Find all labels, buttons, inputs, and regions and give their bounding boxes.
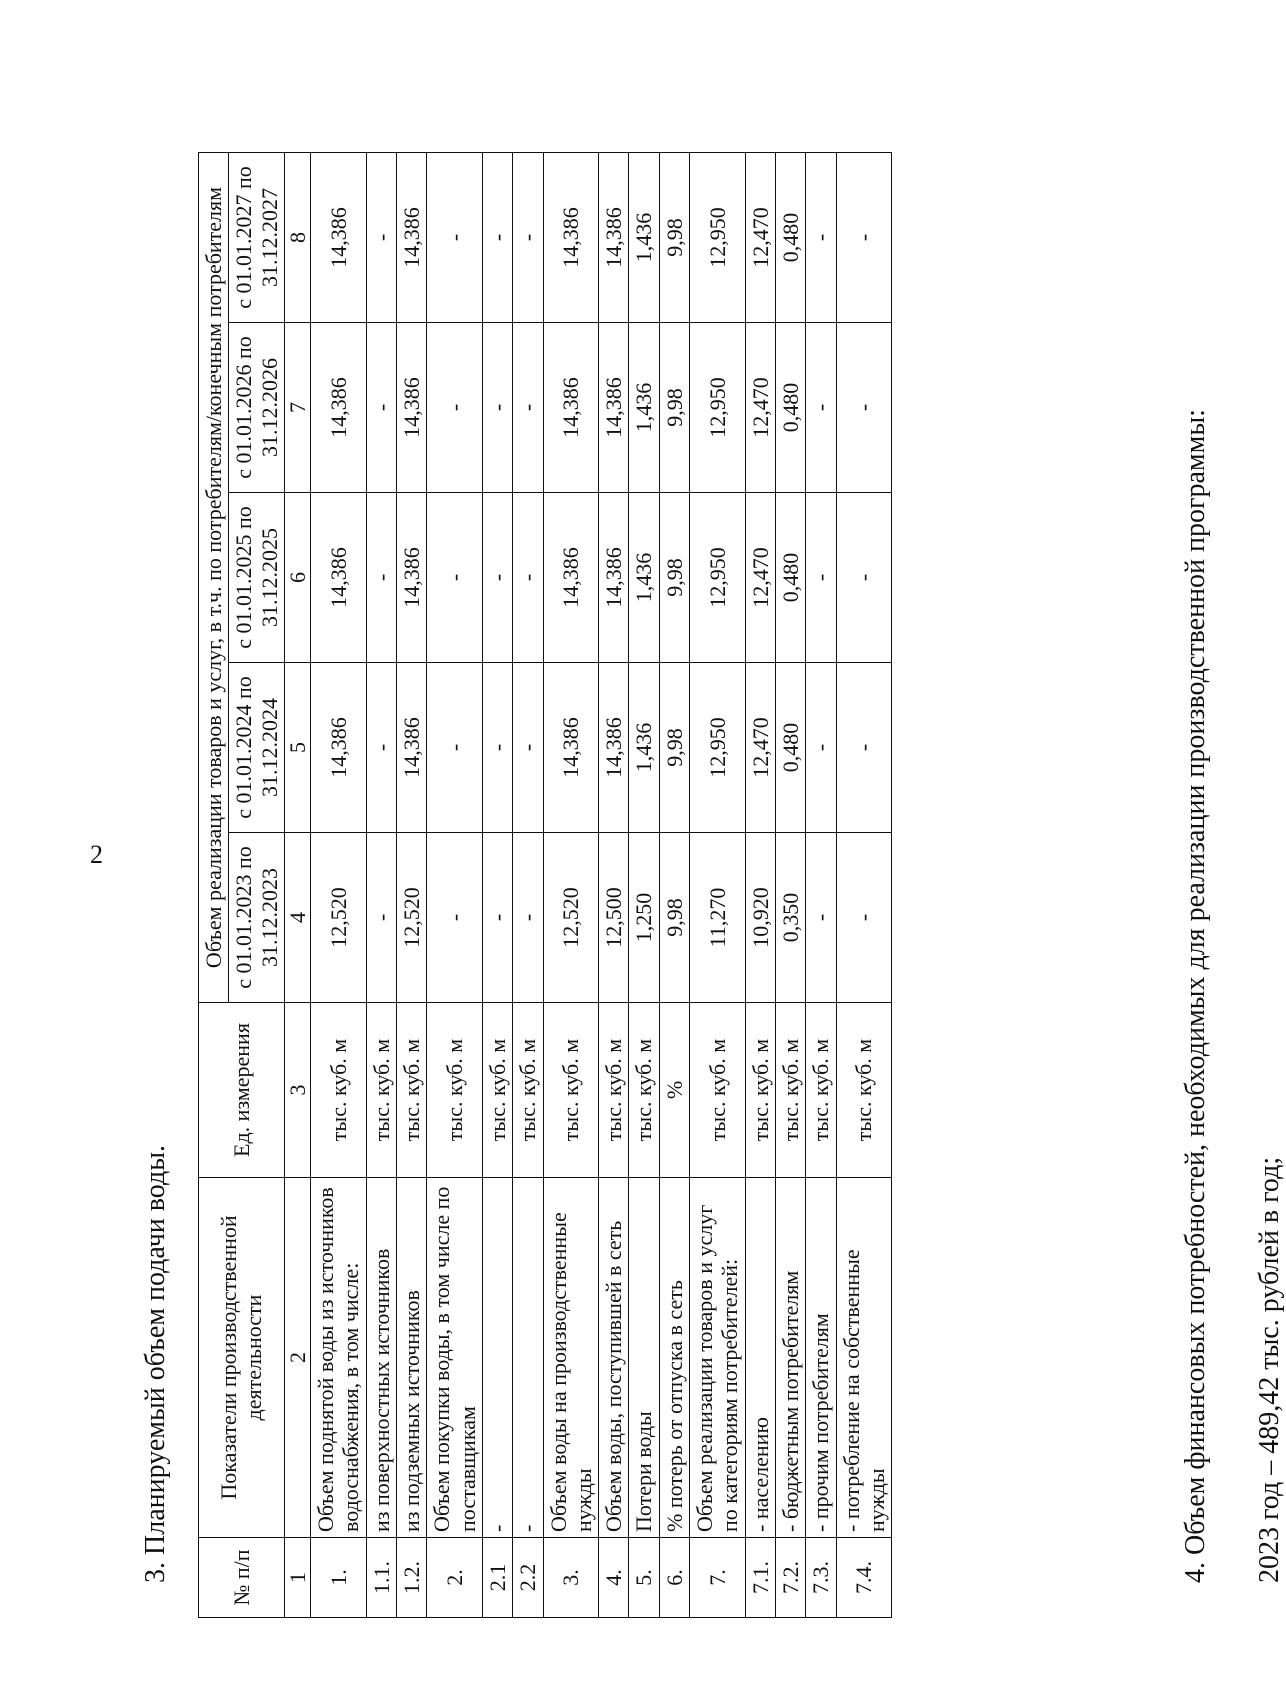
row-unit: % [659,1003,689,1178]
row-value: 0,480 [775,663,805,833]
finance-line: 2023 год – 489,42 тыс. рублей в год; [1254,1156,1285,1583]
row-unit: тыс. куб. м [397,1003,427,1178]
header-num: № п/п [199,1538,285,1618]
row-value: 9,98 [659,323,689,493]
row-value: 12,520 [397,833,427,1003]
row-indicator: из поверхностных источников [366,1178,396,1538]
row-value: 10,920 [745,833,775,1003]
table-row [745,152,775,1617]
header-period: с 01.01.2027 по 31.12.2027 [229,152,285,322]
row-value: - [806,323,836,493]
row-indicator: Объем воды на производственные нужды [543,1178,599,1538]
header-indicator: Показатели производственной деятельности [199,1178,285,1538]
row-value: 14,386 [311,152,367,322]
row-value: 14,386 [599,152,629,322]
row-number: 7.3. [806,1538,836,1618]
row-indicator: Потери воды [629,1178,659,1538]
row-indicator: Объем покупки воды, в том числе по поставщикам [427,1178,483,1538]
row-value: - [482,152,512,322]
row-value: - [482,323,512,493]
row-value: - [427,493,483,663]
row-value: - [482,833,512,1003]
row-value: - [427,152,483,322]
row-value: - [806,493,836,663]
table-row [806,152,836,1617]
row-number: 6. [659,1538,689,1618]
row-value: 12,470 [745,493,775,663]
row-value: - [836,833,892,1003]
page-number: 2 [90,840,103,869]
row-value: 1,436 [629,152,659,322]
row-value: 12,520 [543,833,599,1003]
closing-text [1180,409,1286,1583]
row-value: 9,98 [659,663,689,833]
row-value: 9,98 [659,833,689,1003]
row-value: - [836,663,892,833]
row-value: 14,386 [599,493,629,663]
row-value: 14,386 [599,663,629,833]
row-value: - [836,323,892,493]
row-value: 14,386 [397,323,427,493]
row-value: - [482,493,512,663]
row-unit: тыс. куб. м [366,1003,396,1178]
row-unit: тыс. куб. м [599,1003,629,1178]
row-unit: тыс. куб. м [543,1003,599,1178]
header-period: с 01.01.2025 по 31.12.2025 [229,493,285,663]
row-indicator: - прочим потребителям [806,1178,836,1538]
row-value: 14,386 [311,493,367,663]
header-row-top [199,152,229,1617]
row-value: - [806,663,836,833]
header-index-row [284,152,310,1617]
row-value: 1,436 [629,493,659,663]
row-value: 12,500 [599,833,629,1003]
row-value: - [806,833,836,1003]
row-value: 0,350 [775,833,805,1003]
row-value: - [427,833,483,1003]
row-value: - [366,663,396,833]
table-row [366,152,396,1617]
row-value: - [427,663,483,833]
header-period: с 01.01.2026 по 31.12.2026 [229,323,285,493]
row-unit: тыс. куб. м [690,1003,746,1178]
row-unit: тыс. куб. м [311,1003,367,1178]
table-row [543,152,599,1617]
row-value: 0,480 [775,493,805,663]
row-number: 1.2. [397,1538,427,1618]
row-value: 12,950 [690,493,746,663]
row-unit: тыс. куб. м [513,1003,543,1178]
row-number: 7.4. [836,1538,892,1618]
table-row [659,152,689,1617]
row-value: 14,386 [311,323,367,493]
table-row [311,152,367,1617]
table-row [427,152,483,1617]
row-value: - [482,663,512,833]
row-value: 0,480 [775,323,805,493]
row-number: 7. [690,1538,746,1618]
section4-title: 4. Объем финансовых потребностей, необходимых для реализации производственной программы: [1180,409,1211,1583]
row-value: 9,98 [659,152,689,322]
column-index: 1 [284,1538,310,1618]
row-number: 1. [311,1538,367,1618]
row-value: 12,950 [690,663,746,833]
row-value: - [513,152,543,322]
row-unit: тыс. куб. м [836,1003,892,1178]
row-unit: тыс. куб. м [775,1003,805,1178]
header-period: с 01.01.2024 по 31.12.2024 [229,663,285,833]
row-value: 12,950 [690,323,746,493]
row-value: 14,386 [599,323,629,493]
row-value: - [513,833,543,1003]
row-value: 1,436 [629,663,659,833]
row-indicator: % потерь от отпуска в сеть [659,1178,689,1538]
row-value: - [836,493,892,663]
header-unit: Ед. измерения [199,1003,285,1178]
column-index: 7 [284,323,310,493]
row-value: 0,480 [775,152,805,322]
row-value: - [513,323,543,493]
row-value: - [366,833,396,1003]
row-value: 11,270 [690,833,746,1003]
table-row [775,152,805,1617]
column-index: 3 [284,1003,310,1178]
row-value: 1,436 [629,323,659,493]
column-index: 8 [284,152,310,322]
row-indicator: - [482,1178,512,1538]
section-title: 3. Планируемый объем подачи воды. [140,1144,171,1583]
row-value: - [366,323,396,493]
row-value: 14,386 [397,663,427,833]
row-unit: тыс. куб. м [806,1003,836,1178]
row-indicator: - бюджетным потребителям [775,1178,805,1538]
column-index: 2 [284,1178,310,1538]
row-value: - [427,323,483,493]
row-indicator: Объем воды, поступившей в сеть [599,1178,629,1538]
row-indicator: Объем поднятой воды из источников водоснабжения, в том числе: [311,1178,367,1538]
row-indicator: - населению [745,1178,775,1538]
column-index: 6 [284,493,310,663]
row-value: - [806,152,836,322]
row-unit: тыс. куб. м [482,1003,512,1178]
row-value: 12,470 [745,323,775,493]
row-value: 12,470 [745,663,775,833]
row-value: - [366,152,396,322]
table-row [690,152,746,1617]
table-row [599,152,629,1617]
row-value: 12,520 [311,833,367,1003]
row-unit: тыс. куб. м [427,1003,483,1178]
row-value: 14,386 [397,493,427,663]
row-number: 7.2. [775,1538,805,1618]
row-unit: тыс. куб. м [629,1003,659,1178]
row-value: 14,386 [543,493,599,663]
row-value: 14,386 [543,663,599,833]
row-number: 2.1 [482,1538,512,1618]
row-indicator: - [513,1178,543,1538]
row-number: 5. [629,1538,659,1618]
row-number: 2.2 [513,1538,543,1618]
table-row [629,152,659,1617]
row-number: 4. [599,1538,629,1618]
column-index: 4 [284,833,310,1003]
row-value: - [513,493,543,663]
table-row [482,152,512,1617]
table-row [513,152,543,1617]
row-indicator: Объем реализации товаров и услуг по категориям потребителей: [690,1178,746,1538]
row-value: 12,470 [745,152,775,322]
row-number: 1.1. [366,1538,396,1618]
table-row [836,152,892,1617]
row-value: 14,386 [397,152,427,322]
water-supply-table [198,152,892,1618]
row-number: 2. [427,1538,483,1618]
row-value: 14,386 [543,152,599,322]
row-value: 14,386 [311,663,367,833]
header-group: Объем реализации товаров и услуг, в т.ч. по потребителям/конечным потребителям [199,152,229,1002]
row-value: 9,98 [659,493,689,663]
table-row [397,152,427,1617]
row-value: - [836,152,892,322]
row-indicator: из подземных источников [397,1178,427,1538]
row-value: - [366,493,396,663]
row-value: 12,950 [690,152,746,322]
row-number: 3. [543,1538,599,1618]
row-value: 1,250 [629,833,659,1003]
row-value: 14,386 [543,323,599,493]
row-indicator: - потребление на собственные нужды [836,1178,892,1538]
header-period: с 01.01.2023 по 31.12.2023 [229,833,285,1003]
column-index: 5 [284,663,310,833]
row-number: 7.1. [745,1538,775,1618]
row-value: - [513,663,543,833]
row-unit: тыс. куб. м [745,1003,775,1178]
